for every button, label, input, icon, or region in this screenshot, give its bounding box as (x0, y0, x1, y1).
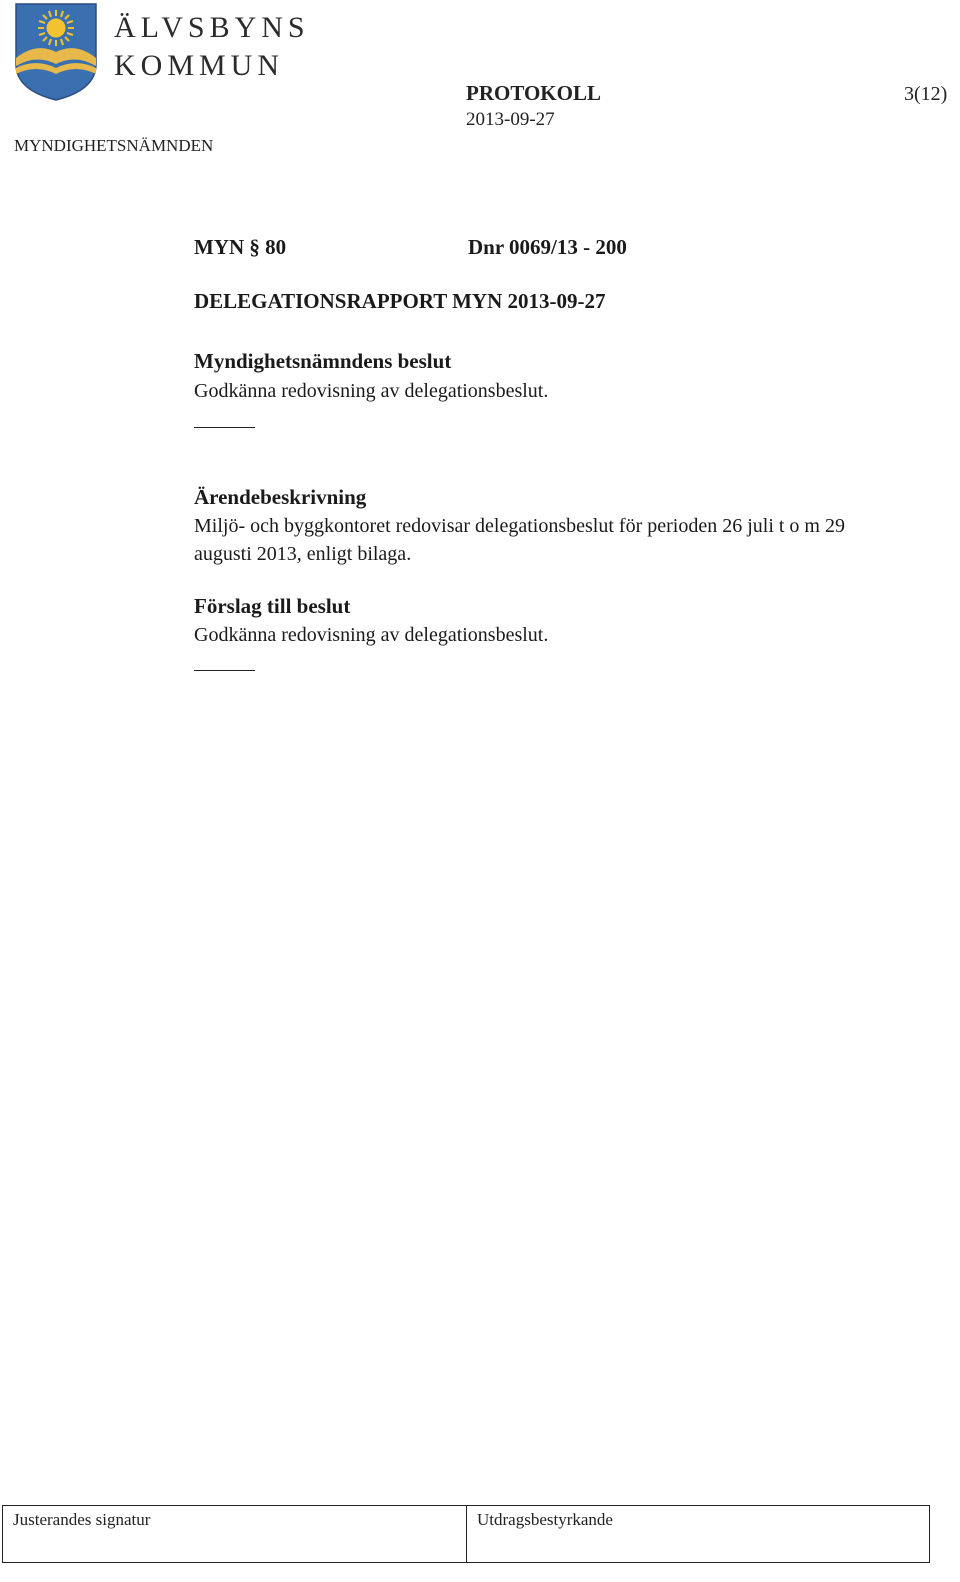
logo-text-line2: KOMMUN (114, 49, 285, 82)
signature-label: Justerandes signatur (13, 1510, 151, 1529)
signature-cell (3, 1506, 467, 1562)
decision-text: Godkänna redovisning av delegationsbeslut. (194, 380, 549, 402)
proposal-heading: Förslag till beslut (194, 594, 351, 618)
logo-text-line1: ÄLVSBYNS (114, 11, 310, 44)
certification-cell (467, 1506, 929, 1562)
coat-of-arms-icon (14, 2, 98, 102)
description-text: Miljö- och byggkontoret redovisar delegationsbeslut för perioden 26 juli t o m 29 augusti 2013, enligt bilaga. (194, 515, 845, 565)
signature-table (2, 1505, 930, 1563)
case-title: DELEGATIONSRAPPORT MYN 2013-09-27 (194, 289, 606, 313)
section-divider (194, 670, 255, 671)
paragraph-number: MYN § 80 (194, 235, 287, 259)
certification-label: Utdragsbestyrkande (477, 1510, 613, 1529)
decision-heading: Myndighetsnämndens beslut (194, 349, 452, 373)
document-date: 2013-09-27 (466, 109, 555, 130)
document-type: PROTOKOLL (466, 81, 601, 105)
case-registration-number: Dnr 0069/13 - 200 (468, 235, 627, 259)
organization-name: MYNDIGHETSNÄMNDEN (14, 136, 214, 155)
proposal-text: Godkänna redovisning av delegationsbeslut. (194, 624, 549, 646)
section-divider (194, 427, 255, 428)
description-heading: Ärendebeskrivning (194, 485, 367, 509)
page-number: 3(12) (904, 83, 948, 105)
